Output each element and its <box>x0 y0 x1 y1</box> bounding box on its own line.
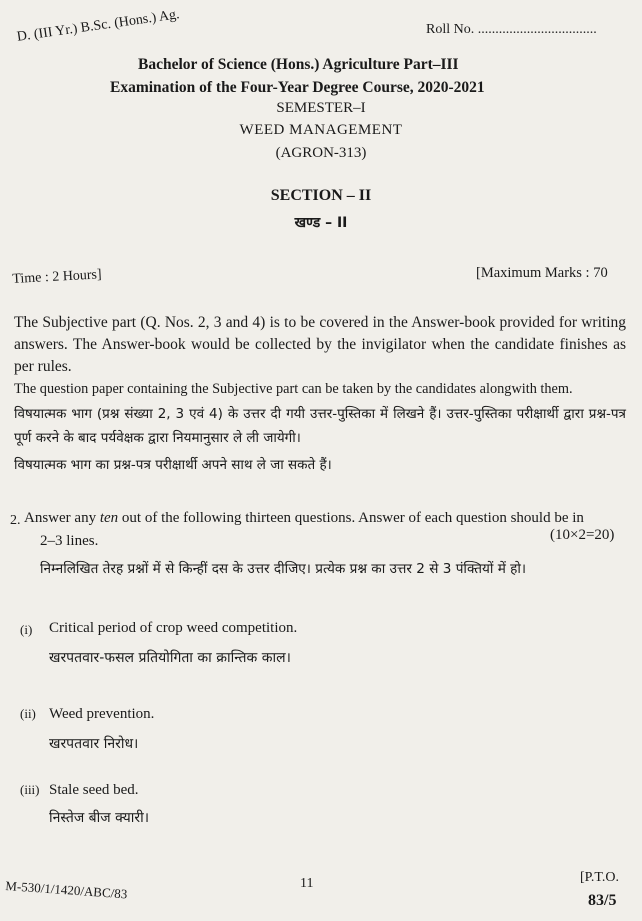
item-english: Critical period of crop weed competition. <box>49 620 298 636</box>
roll-no-label: Roll No. <box>426 22 475 37</box>
question-text-a: Answer any <box>24 510 100 526</box>
set-number: 83/5 <box>588 892 617 909</box>
subject-code: (AGRON-313) <box>275 145 367 161</box>
degree-title: Bachelor of Science (Hons.) Agriculture Part–III <box>138 56 459 73</box>
item-number: (ii) <box>20 706 36 721</box>
roll-no-blank: .................................. <box>477 22 597 37</box>
item-english: Weed prevention. <box>49 706 155 722</box>
question-lines: 2–3 lines. <box>40 533 99 549</box>
item-hindi: खरपतवार निरोध। <box>49 736 139 752</box>
question-marks: (10×2=20) <box>550 527 615 543</box>
exam-title: Examination of the Four-Year Degree Course, 2020-2021 <box>110 79 485 96</box>
question-text <box>24 510 584 527</box>
roll-no <box>426 22 597 38</box>
item-english: Stale seed bed. <box>49 782 139 798</box>
semester: SEMESTER–I <box>276 100 366 116</box>
instruction-english-1: The Subjective part (Q. Nos. 2, 3 and 4) is to be covered in the Answer-book provided for writing answers. The Answer-book would be collected by the invigilator when the candidate finishes as per rules. <box>14 314 626 375</box>
instruction-english-2: The question paper containing the Subjective part can be taken by the candidates alongwith them. <box>14 381 573 397</box>
item-hindi: निस्तेज बीज क्यारी। <box>49 810 150 826</box>
instruction-hindi-1: विषयात्मक भाग (प्रश्न संख्या 2, 3 एवं 4) के उत्तर दी गयी उत्तर-पुस्तिका में लिखने हैं। उत्तर-पुस्तिका परीक्षार्थी द्वारा प्रश्न-पत्र पूर्ण करने के बाद पर्यवेक्षक द्वारा नियमानुसार ले ली जायेगी। <box>14 406 626 446</box>
question-text-ten: ten <box>99 510 119 526</box>
item-number: (iii) <box>20 782 40 797</box>
page-number: 11 <box>300 876 314 891</box>
section-title: SECTION – II <box>270 187 372 204</box>
item-hindi: खरपतवार-फसल प्रतियोगिता का क्रान्तिक काल। <box>49 650 291 666</box>
question-number: 2. <box>10 513 21 528</box>
item-number: (i) <box>20 622 33 637</box>
pto-label: [P.T.O. <box>580 870 620 885</box>
section-title-hindi: खण्ड – II <box>294 215 348 231</box>
instruction-hindi-2: विषयात्मक भाग का प्रश्न-पत्र परीक्षार्थी अपने साथ ले जा सकते हैं। <box>14 457 332 473</box>
course-code: D. (III Yr.) B.Sc. (Hons.) Ag. <box>16 7 181 45</box>
time-allowed: Time : 2 Hours] <box>12 267 102 287</box>
question-text-b: out of the following thirteen questions. Answer of each question should be in <box>118 510 584 526</box>
maximum-marks: [Maximum Marks : 70 <box>476 265 608 281</box>
subject-title: WEED MANAGEMENT <box>239 122 403 138</box>
paper-code: M-530/1/1420/ABC/83 <box>4 878 128 902</box>
question-text-hindi: निम्नलिखित तेरह प्रश्नों में से किन्हीं दस के उत्तर दीजिए। प्रत्येक प्रश्न का उत्तर 2 से 3 पंक्तियों में हो। <box>40 561 527 577</box>
